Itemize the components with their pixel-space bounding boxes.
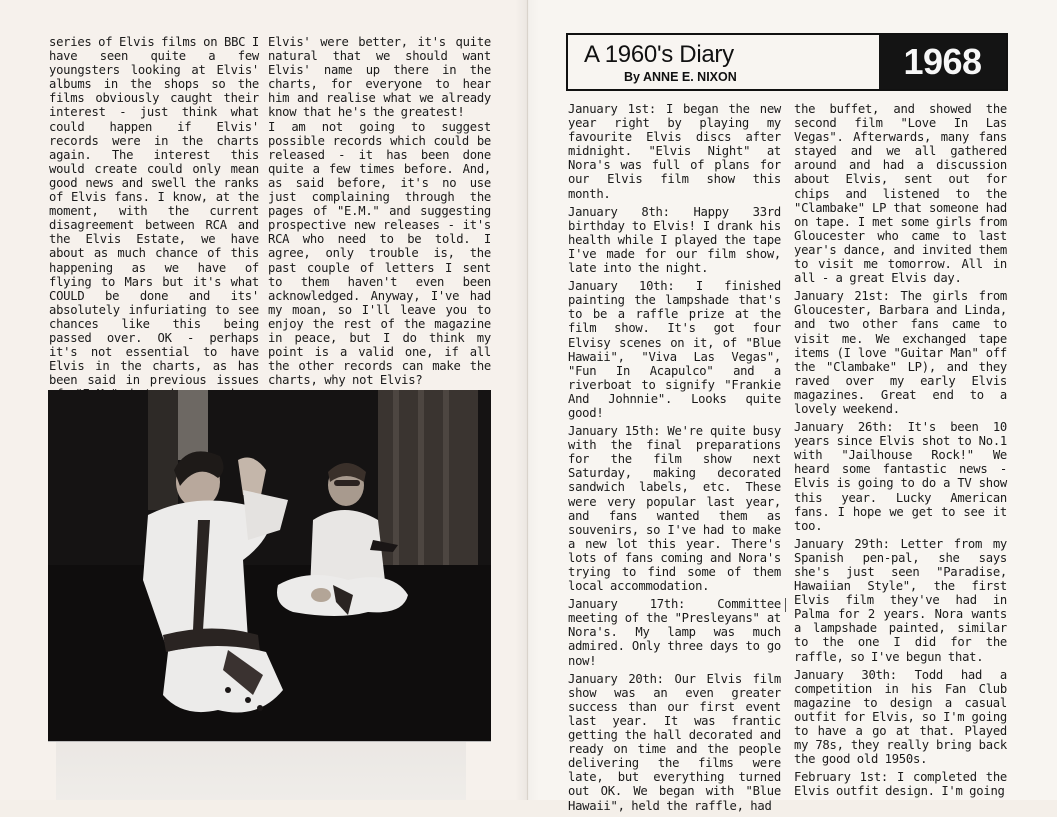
- diary-entry: January 20th: Our Elvis film show was an even greater success than our first event last year. It was frantic getting the hall decorated and ready on time and the people delivering the films were late, but everything turned out OK. We began with "Blue Hawaii", held the raffle, had: [568, 671, 781, 813]
- diary-entry: January 29th: Letter from my Spanish pen-pal, she says she's just seen "Paradise, Hawaiian Style", the first Elvis film they've had in Palma for 2 years. Nora wants a lampshade painted, similar to the one I did for the raffle, so I've begun that.: [794, 536, 1007, 664]
- curtain-fold: [443, 390, 449, 565]
- year-label: 1968: [903, 41, 982, 82]
- floor: [48, 565, 491, 741]
- diary-entry: the buffet, and showed the second film "Love In Las Vegas". Afterwards, many fans stayed and we all gathered around and had a discussion about Elvis, sent out for chips and listened to the "Clambake" LP that someone had on tape. I met some girls from Gloucester who came to last year's dance, and invited them to visit me tomorrow. All in all - a great Elvis day.: [794, 102, 1007, 286]
- letter-column-2: [268, 35, 491, 387]
- diary-column-2: [794, 102, 1007, 803]
- diary-entry: January 17th: Committee meeting of the "Presleyans" at Nora's. My lamp was much admired. Only three days to go now!: [568, 597, 781, 668]
- diary-entry: January 1st: I began the new year right by playing my favourite Elvis discs after midnight. "Elvis Night" at Nora's was full of plans for our Elvis film show this month.: [568, 102, 781, 201]
- diary-column-1: [568, 102, 781, 817]
- curtain-fold: [393, 390, 399, 565]
- print-mark: [785, 598, 786, 612]
- year-panel: [879, 35, 1006, 89]
- show-through-image: [56, 742, 466, 800]
- window-light: [178, 390, 208, 460]
- page-gutter: [515, 0, 539, 800]
- diary-entry: January 30th: Todd had a competition in his Fan Club magazine to design a casual outfit for Elvis, so I'm going to have a go at that. Played my 78s, they really bring back the good old 1950s.: [794, 667, 1007, 767]
- letter-paragraph: I am not going to suggest possible records which could be released - it has been done quite a few times before. And, as said before, it's no use just complaining through the pages of "E.M." and suggesting prospective new releases - it's RCA who need to be told. I agree, only trouble is, the past couple of letters I sent to them haven't even been acknowledged. Anyway, I've had my moan, so I'll leave you to enjoy the rest of the magazine in peace, but I do think my point is a valid one, if all the other records can make the charts, why not Elvis?: [268, 119, 491, 388]
- diary-entry: January 26th: It's been 10 years since Elvis shot to No.1 with "Jailhouse Rock!" We heard some fantastic news - Elvis is going to do a TV show this year. Lucky American fans. I hope we get to see it too.: [794, 420, 1007, 533]
- diary-entry: February 1st: I completed the Elvis outfit design. I'm going: [794, 770, 1007, 799]
- diary-entry: January 15th: We're quite busy with the final preparations for the film show next Saturday, making decorated sandwich labels, etc. These were very popular last year, and fans wanted them as souvenirs, so I've had to make a new lot this year. There's lots of fans coming and Nora's trying to find some of them local accommodation.: [568, 424, 781, 594]
- letter-column-1: [49, 35, 259, 430]
- article-header: [566, 33, 1008, 91]
- wall-pillar: [148, 390, 178, 510]
- karate-photo: [48, 390, 491, 741]
- diary-entry: January 10th: I finished painting the lampshade that's to be a raffle prize at the film show. It's got four Elvisy scenes on it, of "Blue Hawaii", "Viva Las Vegas", "Fun In Acapulco" and a riverboat to signify "Frankie And Johnnie". Looks quite good!: [568, 279, 781, 420]
- article-byline: By ANNE E. NIXON: [624, 70, 737, 84]
- diary-entry: January 8th: Happy 33rd birthday to Elvis! I drank his health while I played the tape I've made for our film show, late into the night.: [568, 204, 781, 276]
- diary-entry: January 21st: The girls from Gloucester, Barbara and Linda, and two other fans came to visit me. We exchanged tape items (I love "Guitar Man" off the "Clambake" LP), and they raved over my early Elvis magazines. Great end to a lovely weekend.: [794, 289, 1007, 416]
- letter-paragraph: Elvis' were better, it's quite natural that we should want Elvis' name up there in the charts, for everyone to hear him and realise what we already know that he's the greatest!: [268, 35, 491, 120]
- photo-illustration: [48, 390, 491, 741]
- article-title: A 1960's Diary: [584, 41, 734, 68]
- letter-paragraph: series of Elvis films on BBC I have seen quite a few youngsters looking at Elvis' albums in the shops so the films obviously caught their interest - just think what could happen if Elvis' records were in the charts again. The interest this would create could only mean good news and swell the ranks of Elvis fans. I know, at the moment, with the current disagreement between RCA and the Elvis Estate, we have about as much chance of this happening as we have of flying to Mars but it's what COULD be done and its' absolutely infuriating to see chances like this being passed over. OK - perhaps it's not essential to have Elvis in the charts, as has been said in previous issues: [49, 35, 259, 388]
- curtain-fold: [418, 390, 424, 565]
